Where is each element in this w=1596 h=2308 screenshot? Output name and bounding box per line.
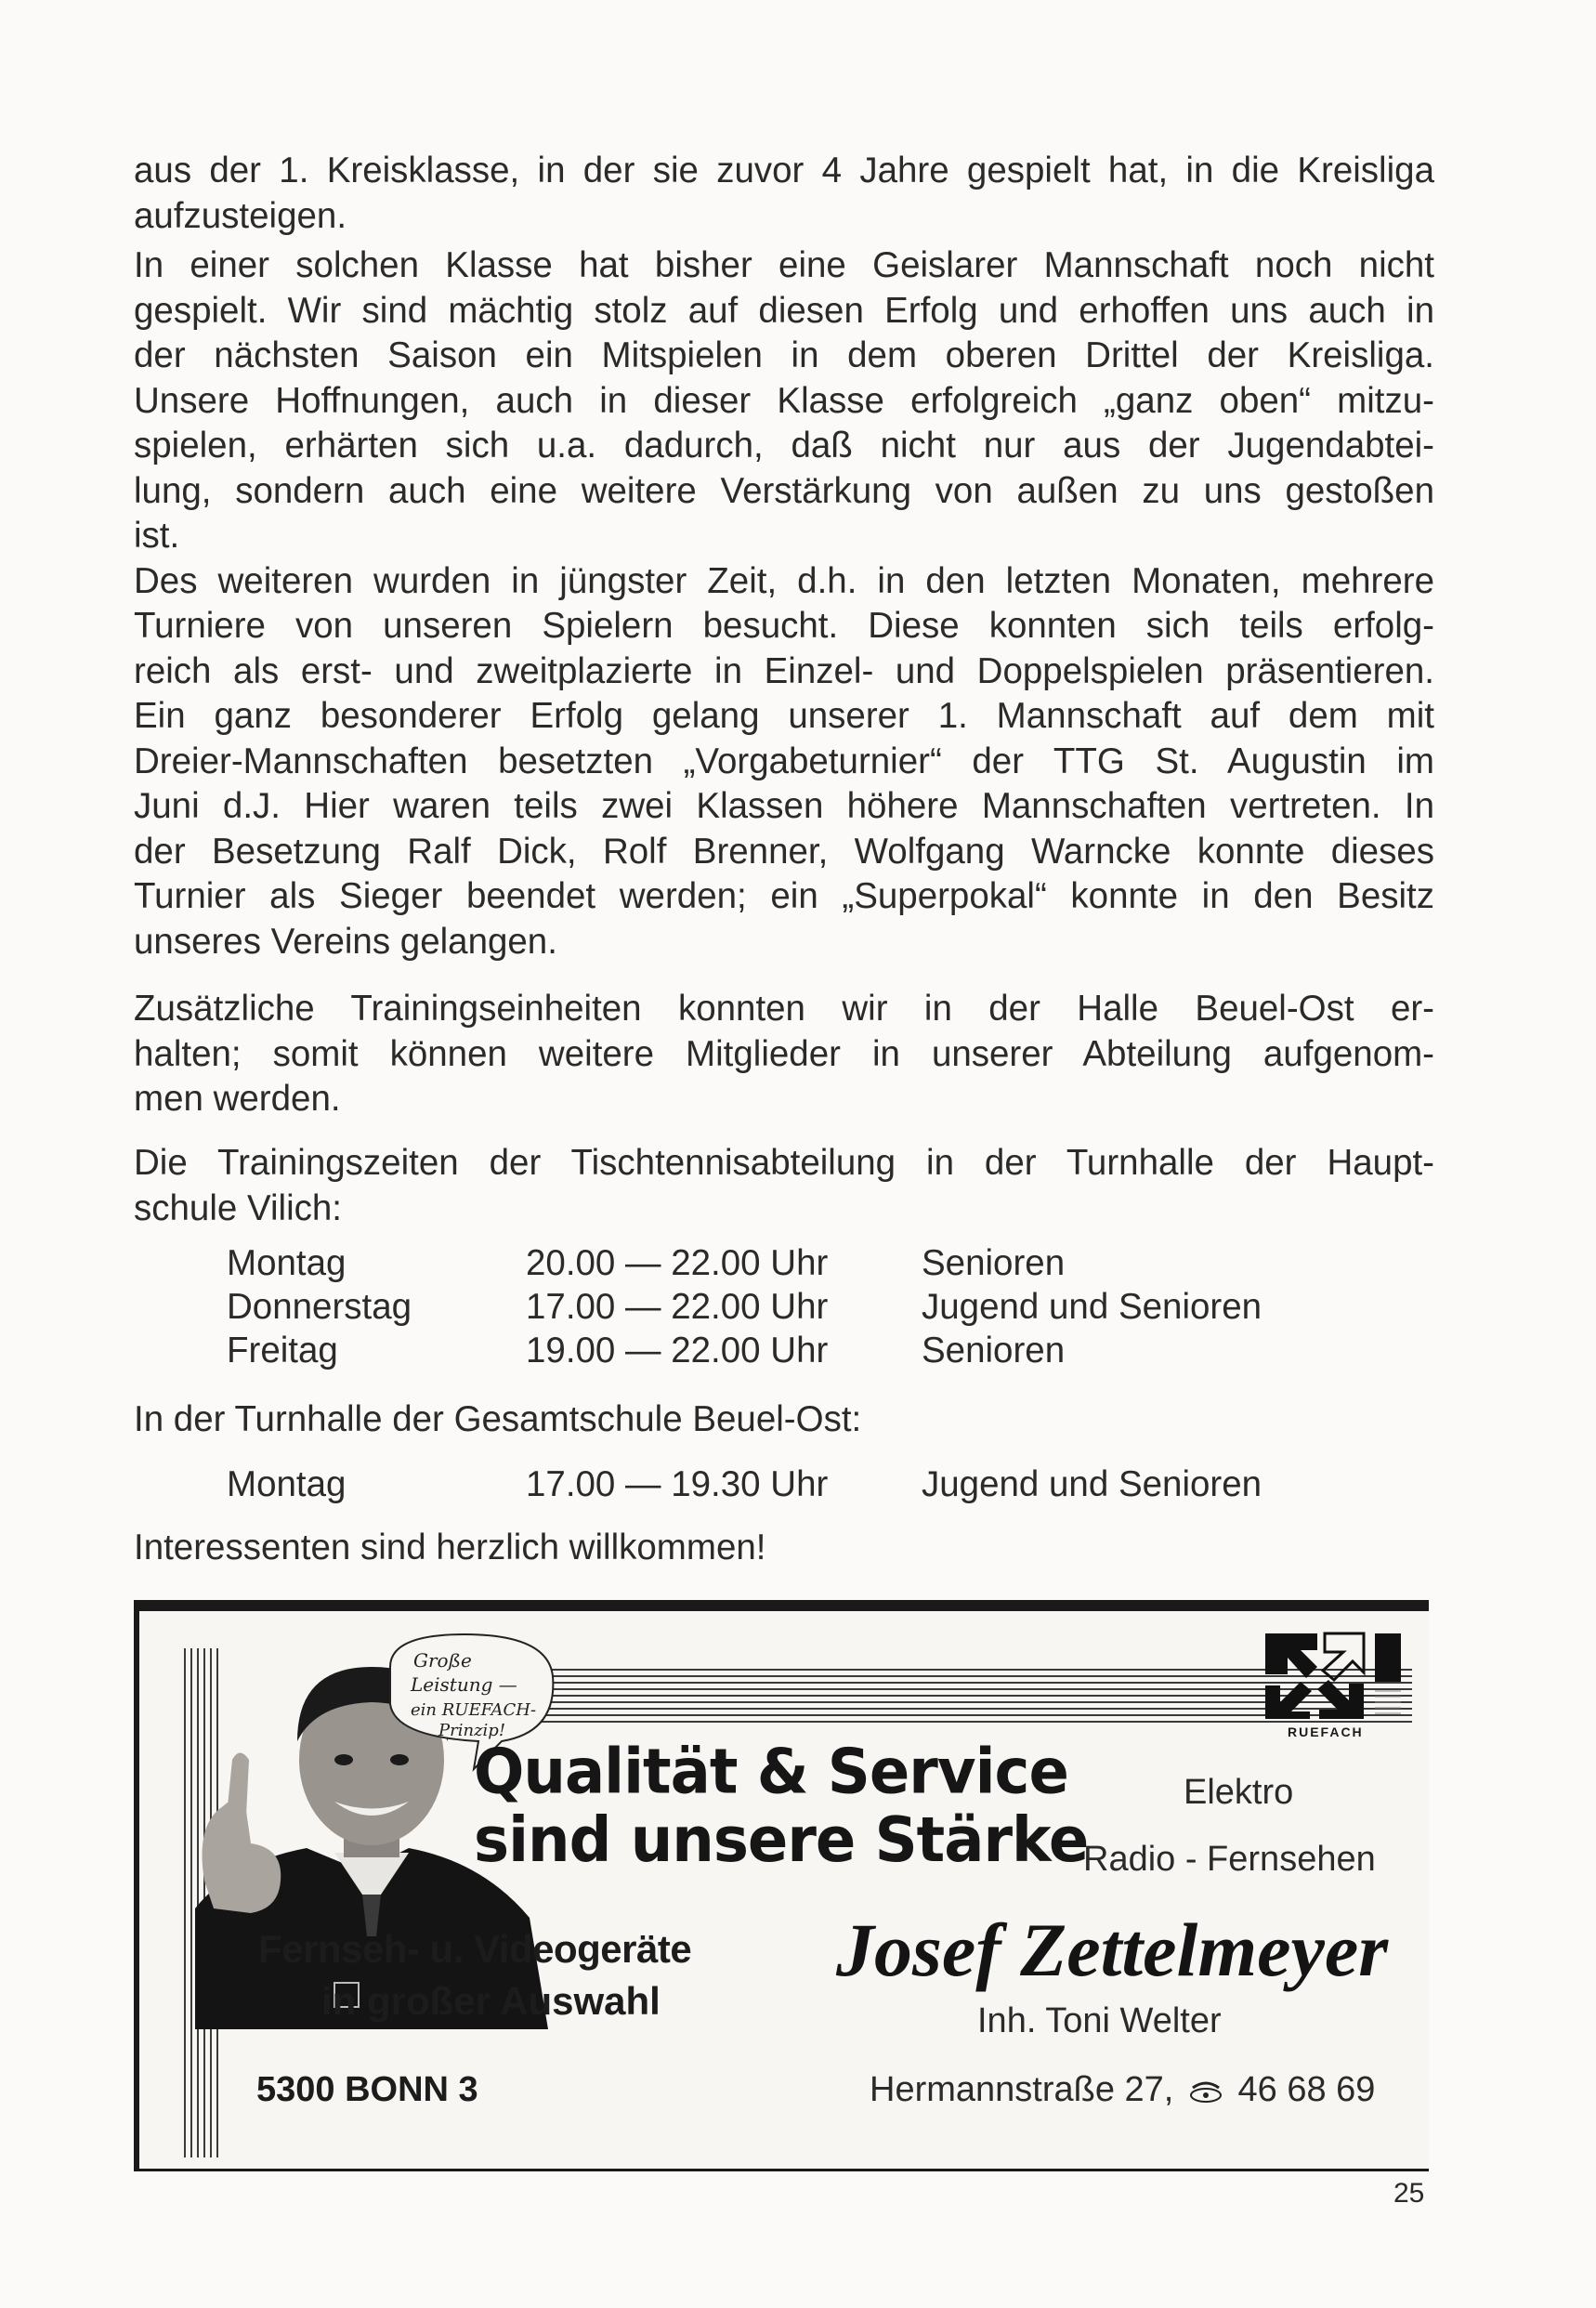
bubble-line: ein RUEFACH-	[411, 1700, 537, 1720]
schedule-day: Donnerstag	[227, 1287, 412, 1327]
text-line: der Besetzung Ralf Dick, Rolf Brenner, Wolfgang Warncke konnte dieses	[134, 831, 1434, 872]
training-schedule-gesamtschule	[0, 1462, 1596, 1506]
text-line: schule Vilich:	[134, 1187, 342, 1228]
slogan-line: Qualität & Service	[474, 1736, 1068, 1809]
paragraph-4	[134, 1141, 1434, 1231]
schedule-day: Freitag	[227, 1331, 338, 1370]
schedule-group: Senioren	[922, 1331, 1066, 1370]
schedule-row	[0, 1329, 1596, 1372]
schedule-group: Jugend und Senioren	[922, 1287, 1262, 1327]
text-line: Des weiteren wurden in jüngster Zeit, d.h. in den letzten Monaten, mehrere	[134, 560, 1434, 601]
text-line: Zusätzliche Trainingseinheiten konnten wir in der Halle Beuel-Ost er-	[134, 989, 1434, 1029]
text-line: der nächsten Saison ein Mitspielen in dem oberen Drittel der Kreisliga.	[134, 335, 1434, 375]
service-elektro: Elektro	[1184, 1773, 1294, 1812]
schedule-row	[0, 1241, 1596, 1285]
text-line: gespielt. Wir sind mächtig stolz auf diesen Erfolg und erhoffen uns auch in	[134, 290, 1434, 331]
text-line: halten; somit können weitere Mitglieder in unserer Abteilung aufgenom-	[134, 1033, 1434, 1074]
product-line-2: in großer Auswahl	[321, 1979, 661, 2023]
ruefach-logo	[1263, 1630, 1403, 1723]
training-schedule-hauptschule	[0, 1241, 1596, 1372]
bubble-line: Leistung —	[411, 1673, 517, 1696]
page-number: 25	[1393, 2178, 1425, 2209]
text-line: Unsere Hoffnungen, auch in dieser Klasse erfolgreich „ganz oben“ mitzu-	[134, 380, 1434, 421]
text-line: men werden.	[134, 1079, 341, 1119]
street: Hermannstraße 27,	[870, 2070, 1174, 2109]
schedule-time: 17.00 — 22.00 Uhr	[526, 1287, 829, 1327]
logo-wordmark: RUEFACH	[1288, 1724, 1364, 1739]
text-line: Interessenten sind herzlich willkommen!	[134, 1528, 766, 1567]
paragraph-2	[134, 243, 1434, 964]
bubble-line: Große	[413, 1649, 472, 1672]
text-line: In der Turnhalle der Gesamtschule Beuel-Ost:	[134, 1399, 862, 1439]
phone-number: 46 68 69	[1237, 2070, 1376, 2109]
schedule-day: Montag	[227, 1464, 347, 1504]
schedule-day: Montag	[227, 1243, 347, 1283]
text-line: reich als erst- und zweitplazierte in Einzel- und Doppelspielen präsentieren.	[134, 650, 1434, 691]
bubble-line: Prinzip!	[438, 1721, 506, 1740]
product-line-1: Fernseh- u. Videogeräte	[258, 1927, 692, 1971]
text-line: aus der 1. Kreisklasse, in der sie zuvor 4 Jahre gespielt hat, in die Kreisliga	[134, 151, 1434, 190]
text-line: Ein ganz besonderer Erfolg gelang unserer 1. Mannschaft auf dem mit	[134, 696, 1434, 736]
paragraph-3	[134, 987, 1434, 1122]
text-line: unseres Vereins gelangen.	[134, 921, 557, 962]
schedule-row	[0, 1462, 1596, 1506]
service-radio: Radio - Fernsehen	[1083, 1840, 1376, 1879]
schedule-group: Senioren	[922, 1243, 1066, 1283]
advertisement	[134, 1600, 1429, 2171]
telephone-icon	[1189, 2080, 1223, 2103]
schedule-time: 20.00 — 22.00 Uhr	[526, 1243, 829, 1283]
text-line: Juni d.J. Hier waren teils zwei Klassen höhere Mannschaften vertreten. In	[134, 786, 1434, 826]
schedule-group: Jugend und Senioren	[922, 1464, 1262, 1504]
company-name: Josef Zettelmeyer	[836, 1908, 1389, 1992]
text-line: Turniere von unseren Spielern besucht. Diese konnten sich teils erfolg-	[134, 606, 1434, 646]
text-line: In einer solchen Klasse hat bisher eine Geislarer Mannschaft noch nicht	[134, 245, 1434, 285]
address	[870, 2070, 1375, 2110]
paragraph-1	[134, 149, 1434, 239]
proprietor: Inh. Toni Welter	[977, 2001, 1222, 2040]
paragraph-6	[134, 1526, 1434, 1571]
text-line: Turnier als Sieger beendet werden; ein „Superpokal“ konnte in den Besitz	[134, 876, 1434, 916]
text-line: ist.	[134, 516, 180, 556]
text-line: spielen, erhärten sich u.a. dadurch, daß nicht nur aus der Jugendabtei-	[134, 426, 1434, 466]
text-line: Dreier-Mannschaften besetzten „Vorgabeturnier“ der TTG St. Augustin im	[134, 741, 1434, 781]
paragraph-5	[134, 1397, 1434, 1443]
schedule-time: 17.00 — 19.30 Uhr	[526, 1464, 829, 1504]
ad-slogan	[474, 1738, 1088, 1875]
schedule-time: 19.00 — 22.00 Uhr	[526, 1331, 829, 1370]
text-line: lung, sondern auch eine weitere Verstärkung von außen zu uns gestoßen	[134, 470, 1434, 511]
text-line: aufzusteigen.	[134, 195, 347, 236]
city-postcode: 5300 BONN 3	[256, 2070, 478, 2109]
slogan-line: sind unsere Stärke	[474, 1803, 1089, 1877]
schedule-row	[0, 1285, 1596, 1329]
text-line: Die Trainingszeiten der Tischtennisabteilung in der Turnhalle der Haupt-	[134, 1143, 1434, 1183]
